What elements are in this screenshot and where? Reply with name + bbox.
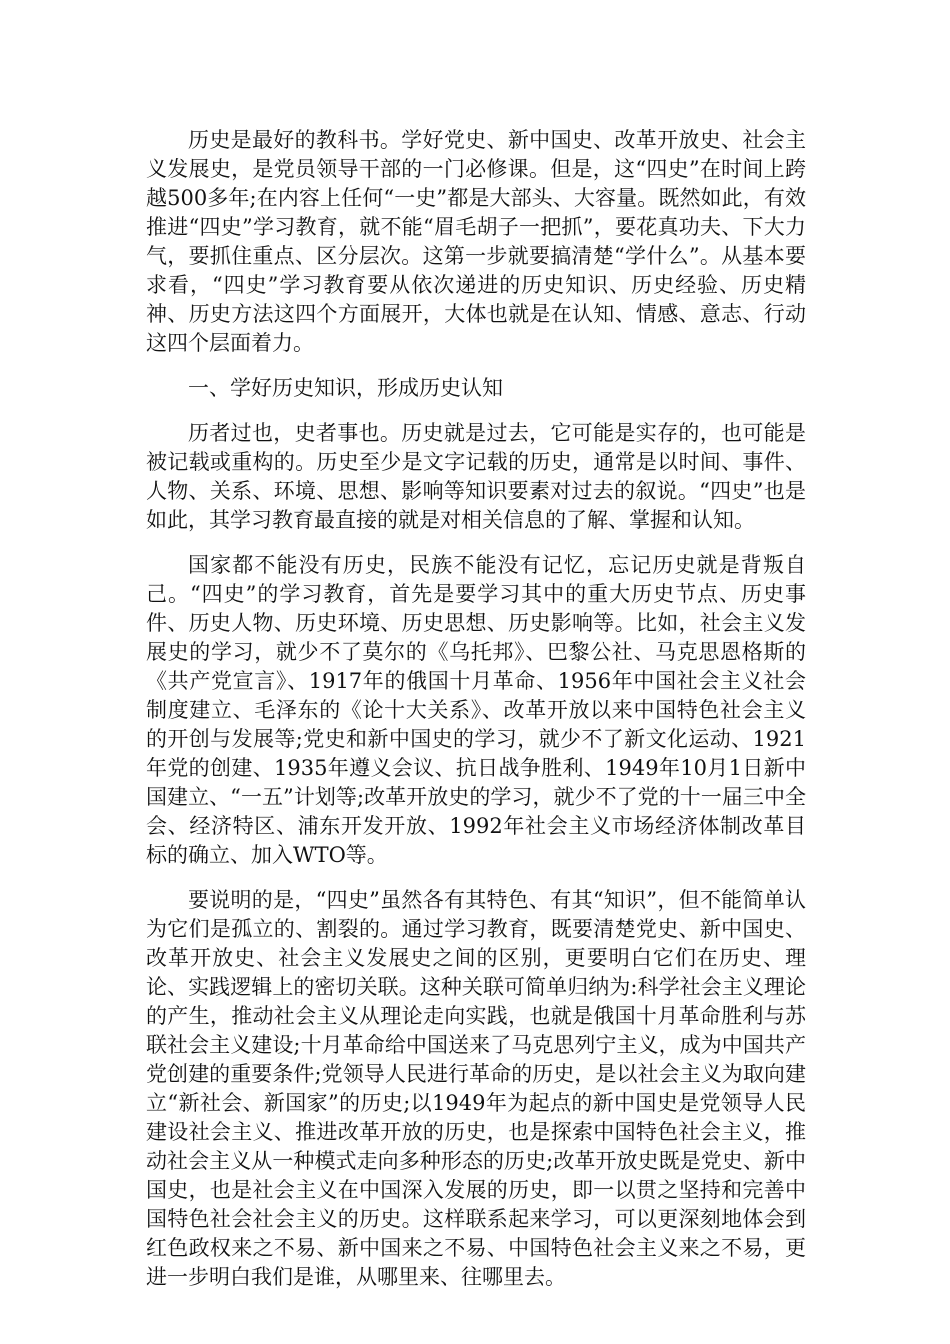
paragraph-major-events: 国家都不能没有历史，民族不能没有记忆，忘记历史就是背叛自己。“四史”的学习教育，首先是要学习其中的重大历史节点、历史事件、历史人物、历史环境、历史思想、历史影响等。比如，社会主义发展史的学习，就少不了莫尔的《乌托邦》、巴黎公社、马克思恩格斯的《共产党宣言》、1917年的俄国十月革命、1956年中国社会主义社会制度建立、毛泽东的《论十大关系》、改革开放以来中国特色社会主义的开创与发展等;党史和新中国史的学习，就少不了新文化运动、1921年党的创建、1935年遵义会议、抗日战争胜利、1949年10月1日新中国建立、“一五”计划等;改革开放史的学习，就少不了党的十一届三中全会、经济特区、浦东开发开放、1992年社会主义市场经济体制改革目标的确立、加入WTO等。 (146, 553, 806, 867)
paragraph-intro: 历史是最好的教科书。学好党史、新中国史、改革开放史、社会主义发展史，是党员领导干部的一门必修课。但是，这“四史”在时间上跨越500多年;在内容上任何“一史”都是大部头、大容量。既然如此，有效推进“四史”学习教育，就不能“眉毛胡子一把抓”，要花真功夫、下大力气，要抓住重点、区分层次。这第一步就要搞清楚“学什么”。从基本要求看，“四史”学习教育要从依次递进的历史知识、历史经验、历史精神、历史方法这四个方面展开，大体也就是在认知、情感、意志、行动这四个层面着力。 (146, 128, 806, 355)
section-heading-1: 一、学好历史知识，形成历史认知 (188, 376, 503, 400)
paragraph-history-definition: 历者过也，史者事也。历史就是过去，它可能是实存的，也可能是被记载或重构的。历史至少是文字记载的历史，通常是以时间、事件、人物、关系、环境、思想、影响等知识要素对过去的叙说。“四史”也是如此，其学习教育最直接的就是对相关信息的了解、掌握和认知。 (146, 421, 806, 532)
paragraph-relationships: 要说明的是，“四史”虽然各有其特色、有其“知识”，但不能简单认为它们是孤立的、割裂的。通过学习教育，既要清楚党史、新中国史、改革开放史、社会主义发展史之间的区别，更要明白它们在历史、理论、实践逻辑上的密切关联。这种关联可简单归纳为:科学社会主义理论的产生，推动社会主义从理论走向实践，也就是俄国十月革命胜利与苏联社会主义建设;十月革命给中国送来了马克思列宁主义，成为中国共产党创建的重要条件;党领导人民进行革命的历史，是以社会主义为取向建立“新社会、新国家”的历史;以1949年为起点的新中国史是党领导人民建设社会主义、推进改革开放的历史，也是探索中国特色社会主义，推动社会主义从一种模式走向多种形态的历史;改革开放史既是党史、新中国史，也是社会主义在中国深入发展的历史，即一以贯之坚持和完善中国特色社会社会主义的历史。这样联系起来学习，可以更深刻地体会到红色政权来之不易、新中国来之不易、中国特色社会主义来之不易，更进一步明白我们是谁，从哪里来、往哪里去。 (146, 888, 806, 1289)
document-body (146, 126, 806, 1308)
